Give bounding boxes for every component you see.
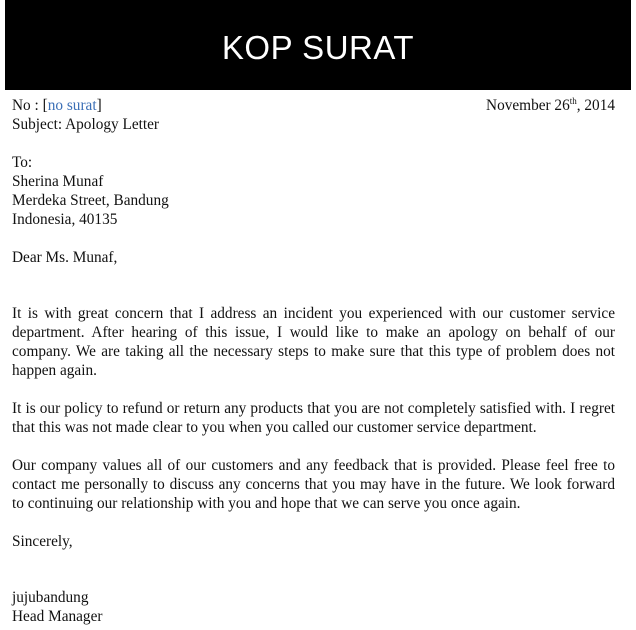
letterhead-title: KOP SURAT (221, 29, 415, 66)
body-paragraph-1: It is with great concern that I address an incident you experienced with our customer service department. After hearing of this issue, I would like to make an apology on behalf of our company. We are taking all the necessary steps to make sure that this type of problem does not happen again. (12, 305, 615, 379)
signature-title: Head Manager (12, 608, 103, 625)
letter-body (12, 96, 615, 626)
date-year: , 2014 (576, 97, 615, 114)
letter-subject: Subject: Apology Letter (12, 116, 159, 133)
recipient-country: Indonesia, 40135 (12, 211, 118, 228)
date-suffix: th (569, 95, 577, 106)
closing: Sincerely, (12, 533, 73, 550)
letterhead-bar (5, 0, 631, 90)
signature-name: jujubandung (12, 589, 89, 606)
recipient-street: Merdeka Street, Bandung (12, 192, 169, 209)
date-month-day: November 26 (486, 97, 570, 114)
body-paragraph-3: Our company values all of our customers and any feedback that is provided. Please feel free to contact me personally to discuss any concerns that you may have in the future. We look forward to continuing our relationship with you and hope that we can serve you once again. (12, 457, 615, 512)
letter-number-placeholder[interactable]: no surat (47, 97, 97, 114)
letter-number-label: No : (12, 97, 43, 114)
letter-meta-row (12, 96, 615, 115)
recipient-to-label: To: (12, 154, 33, 171)
letter-number: No : [no surat] (12, 97, 102, 114)
recipient-name: Sherina Munaf (12, 173, 104, 190)
body-paragraph-2: It is our policy to refund or return any products that you are not completely satisfied with. I regret that this was not made clear to you when you called our customer service department. (12, 400, 615, 436)
letter-date (486, 96, 615, 115)
salutation: Dear Ms. Munaf, (12, 249, 118, 266)
